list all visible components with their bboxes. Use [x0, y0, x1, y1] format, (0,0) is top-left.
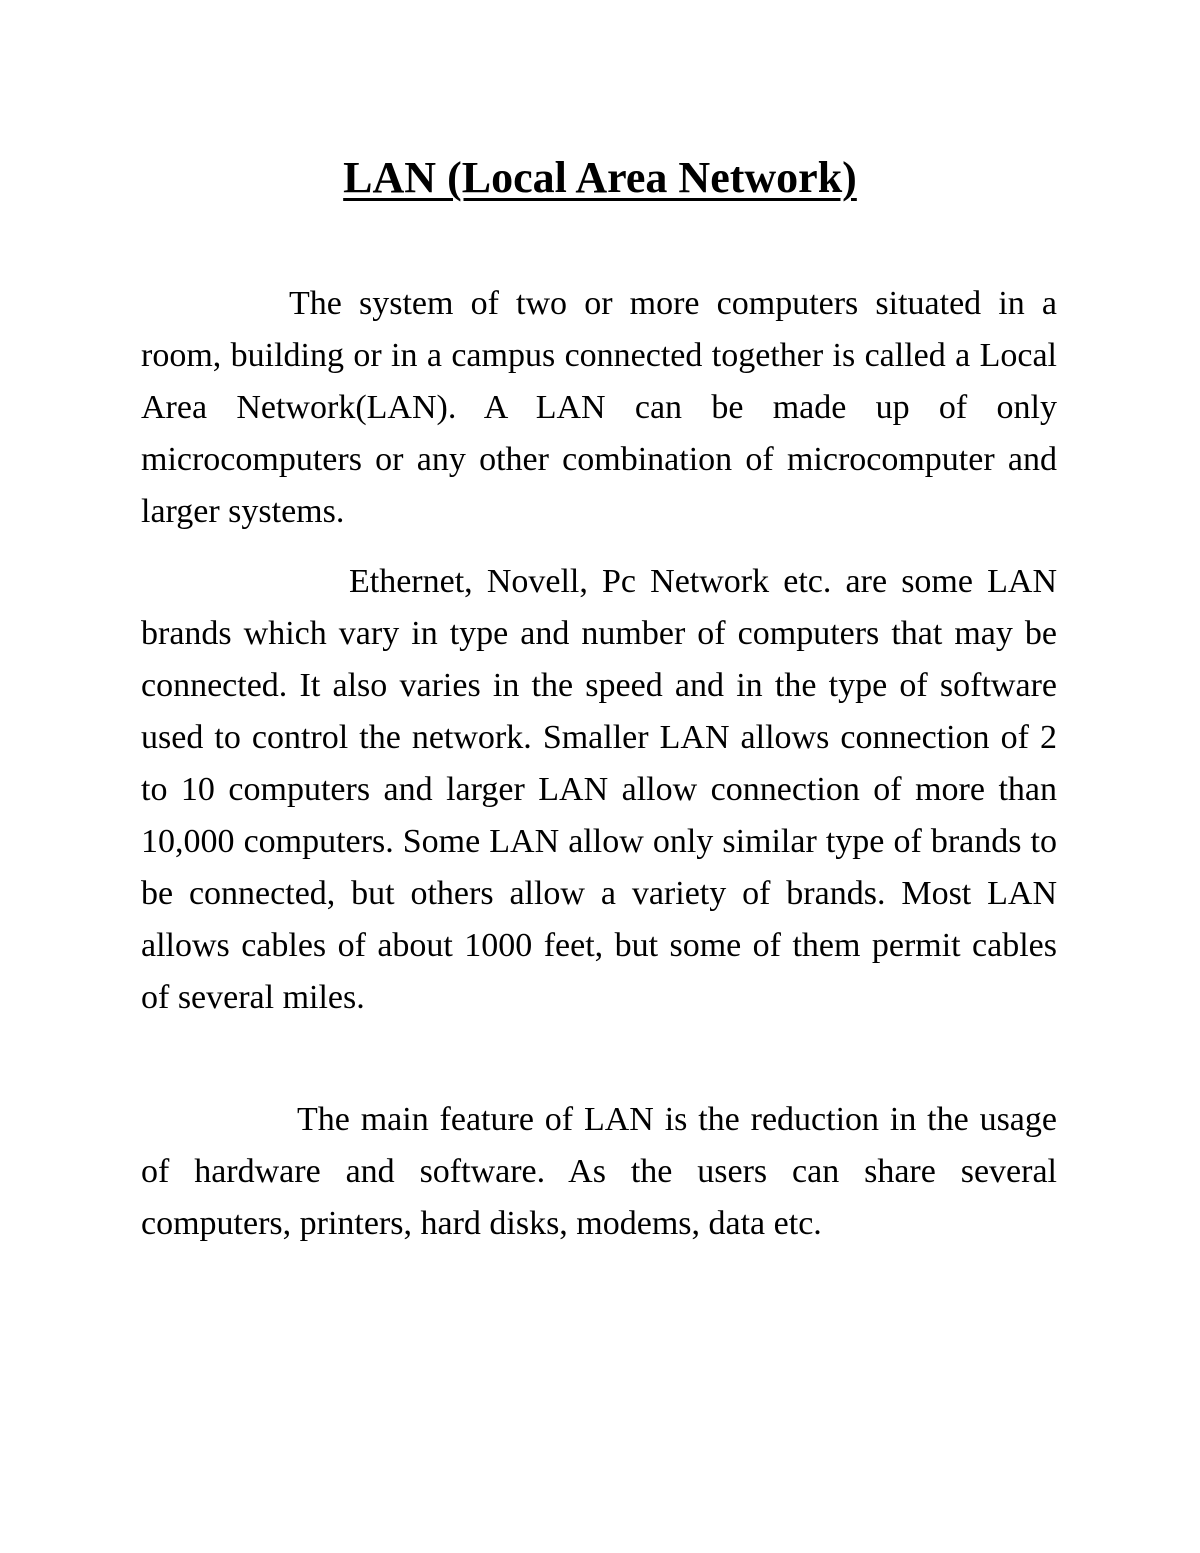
paragraph-lan-brands: Ethernet, Novell, Pc Network etc. are some LAN brands which vary in type and number of computers that may be connected. It also varies in the speed and in the type of software used to control the network. Smaller LAN allows connection of 2 to 10 computers and larger LAN allow connection of more than 10,000 computers. Some LAN allow only similar type of brands to be connected, but others allow a variety of brands. Most LAN allows cables of about 1000 feet, but some of them permit cables of several miles. [141, 563, 1057, 1016]
page-title: LAN (Local Area Network) [343, 153, 857, 202]
paragraph-definition: The system of two or more computers situated in a room, building or in a campus connected together is called a Local Area Network(LAN). A LAN can be made up of only microcomputers or any other combination of microcomputer and larger systems. [141, 285, 1057, 530]
paragraph-main-feature: The main feature of LAN is the reduction in the usage of hardware and software. As the users can share several computers, printers, hard disks, modems, data etc. [141, 1101, 1057, 1242]
